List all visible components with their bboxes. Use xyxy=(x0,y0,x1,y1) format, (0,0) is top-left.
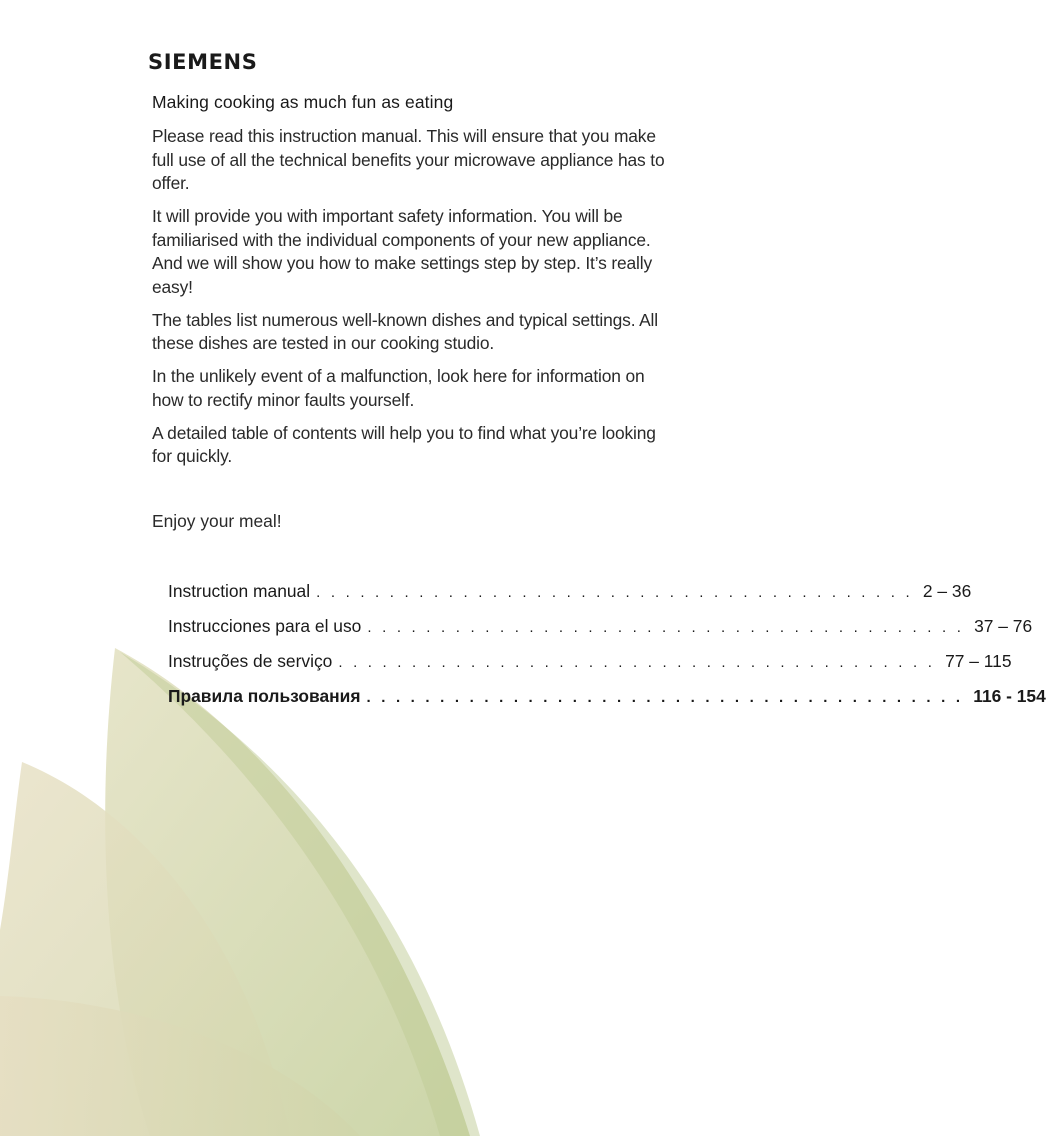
intro-paragraph: It will provide you with important safety information. You will be familiarised with the individual components of your new appliance. And we will show you how to make settings step by step. It’s really easy! xyxy=(152,206,652,297)
toc-leader: . . . . . . . . . . . . . . . . . . . . . . . . . . . . . . . . . . . . . . . . . xyxy=(366,689,964,706)
intro-paragraph: In the unlikely event of a malfunction, look here for information on how to rectify minor faults yourself. xyxy=(152,366,645,410)
toc-entry-russian[interactable] xyxy=(168,686,1046,721)
language-contents xyxy=(168,581,1046,721)
toc-entry-spanish[interactable] xyxy=(168,616,1033,651)
toc-title: Instrucciones para el uso xyxy=(168,616,362,636)
toc-entry-portuguese[interactable] xyxy=(168,651,1012,686)
toc-entry-english[interactable] xyxy=(168,581,972,616)
toc-leader: . . . . . . . . . . . . . . . . . . . . . . . . . . . . . . . . . . . . . . . . . xyxy=(367,619,965,636)
toc-pages: 77 – 115 xyxy=(945,651,1012,671)
toc-pages: 116 - 154 xyxy=(973,686,1046,706)
intro-paragraph: Please read this instruction manual. This will ensure that you make full use of all the technical benefits your microwave appliance has to offer. xyxy=(152,126,665,193)
toc-title: Правила пользования xyxy=(168,686,361,706)
toc-title: Instruções de serviço xyxy=(168,651,333,671)
toc-title: Instruction manual xyxy=(168,581,311,601)
intro-paragraph: A detailed table of contents will help you to find what you’re looking for quickly. xyxy=(152,422,656,466)
toc-pages: 37 – 76 xyxy=(974,616,1033,636)
closing-line: Enjoy your meal! xyxy=(152,511,282,531)
intro-paragraph: The tables list numerous well-known dishes and typical settings. All these dishes are tested in our cooking studio. xyxy=(152,309,658,353)
headline: Making cooking as much fun as eating xyxy=(152,92,454,112)
siemens-logo: SIEMENS xyxy=(148,50,258,74)
toc-pages: 2 – 36 xyxy=(922,581,972,601)
toc-leader: . . . . . . . . . . . . . . . . . . . . . . . . . . . . . . . . . . . . . . . . . xyxy=(338,654,936,671)
toc-leader: . . . . . . . . . . . . . . . . . . . . . . . . . . . . . . . . . . . . . . . . . xyxy=(316,584,913,601)
intro-text xyxy=(152,125,672,478)
